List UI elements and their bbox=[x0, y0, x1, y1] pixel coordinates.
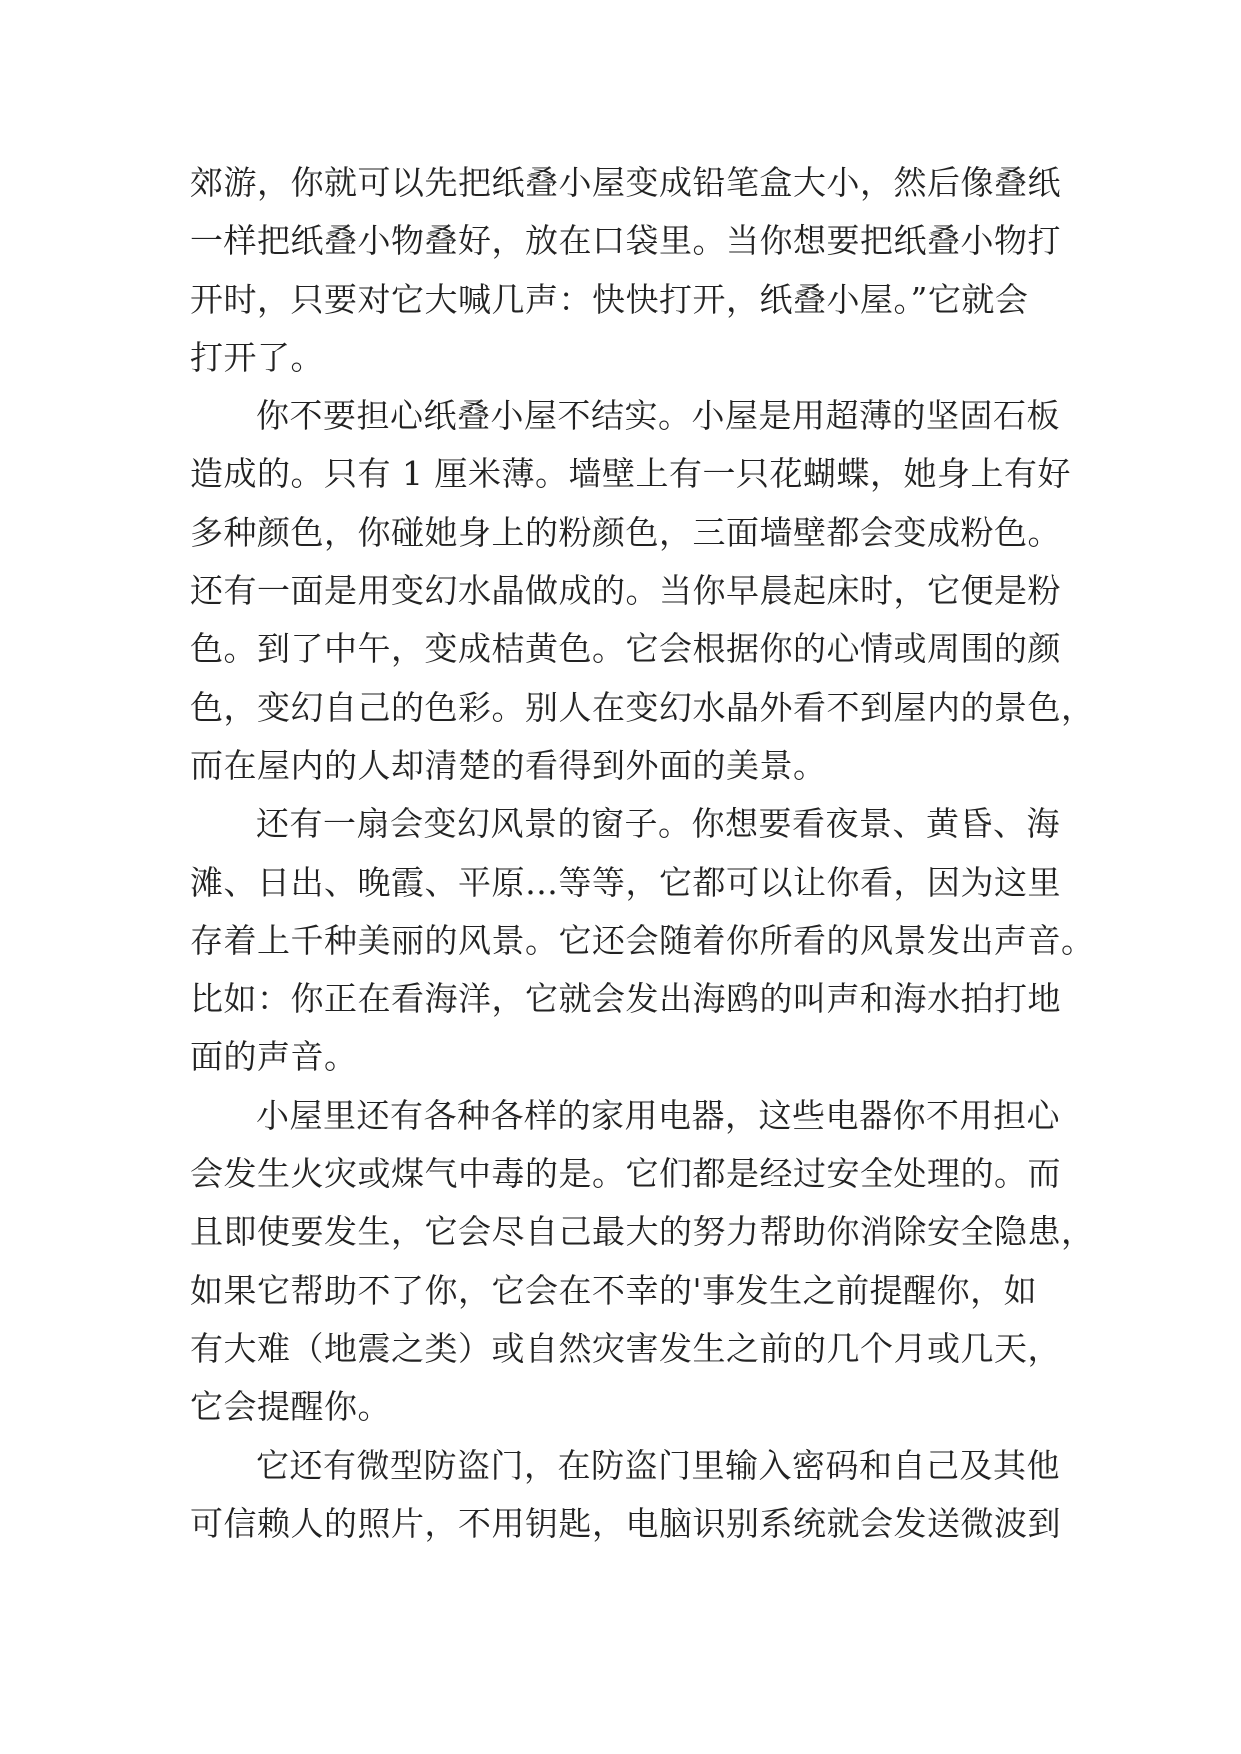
paragraph-first-line: 它还有微型防盗门，在防盗门里输入密码和自己及其他 bbox=[256, 1445, 1060, 1485]
text-line: 而在屋内的人却清楚的看得到外面的美景。 bbox=[190, 745, 827, 785]
text-line: 如果它帮助不了你，它会在不幸的'事发生之前提醒你，如 bbox=[190, 1270, 1038, 1310]
text-line: 它会提醒你。 bbox=[190, 1387, 391, 1427]
text-line: 造成的。只有 1 厘米薄。墙壁上有一只花蝴蝶，她身上有好 bbox=[190, 454, 1071, 494]
text-line: 开时，只要对它大喊几声：快快打开，纸叠小屋。”它就会 bbox=[190, 279, 1029, 319]
text-line: 比如：你正在看海洋，它就会发出海鸥的叫声和海水拍打地 bbox=[190, 979, 1061, 1019]
text-line: 打开了。 bbox=[190, 337, 324, 377]
text-line: 存着上千种美丽的风景。它还会随着你所看的风景发出声音。 bbox=[190, 920, 1095, 960]
text-line: 还有一面是用变幻水晶做成的。当你早晨起床时，它便是粉 bbox=[190, 571, 1061, 611]
text-line: 有大难（地震之类）或自然灾害发生之前的几个月或几天， bbox=[190, 1328, 1061, 1368]
text-line: 滩、日出、晚霞、平原…等等，它都可以让你看，因为这里 bbox=[190, 862, 1061, 902]
text-line: 色，变幻自己的色彩。别人在变幻水晶外看不到屋内的景色， bbox=[190, 687, 1095, 727]
text-line: 面的声音。 bbox=[190, 1037, 358, 1077]
text-line: 色。到了中午，变成桔黄色。它会根据你的心情或周围的颜 bbox=[190, 629, 1061, 669]
text-line: 一样把纸叠小物叠好，放在口袋里。当你想要把纸叠小物打 bbox=[190, 221, 1061, 261]
text-line: 郊游，你就可以先把纸叠小屋变成铅笔盒大小，然后像叠纸 bbox=[190, 163, 1061, 202]
text-line: 多种颜色，你碰她身上的粉颜色，三面墙壁都会变成粉色。 bbox=[190, 512, 1061, 552]
document-body bbox=[190, 154, 1095, 1553]
text-line: 会发生火灾或煤气中毒的是。它们都是经过安全处理的。而 bbox=[190, 1154, 1061, 1194]
paragraph-first-line: 还有一扇会变幻风景的窗子。你想要看夜景、黄昏、海 bbox=[256, 804, 1060, 844]
text-line: 可信赖人的照片，不用钥匙，电脑识别系统就会发送微波到 bbox=[190, 1503, 1061, 1543]
paragraph-first-line: 小屋里还有各种各样的家用电器，这些电器你不用担心 bbox=[256, 1095, 1060, 1135]
text-line: 且即使要发生，它会尽自己最大的努力帮助你消除安全隐患， bbox=[190, 1212, 1095, 1252]
paragraph-first-line: 你不要担心纸叠小屋不结实。小屋是用超薄的坚固石板 bbox=[256, 396, 1060, 436]
